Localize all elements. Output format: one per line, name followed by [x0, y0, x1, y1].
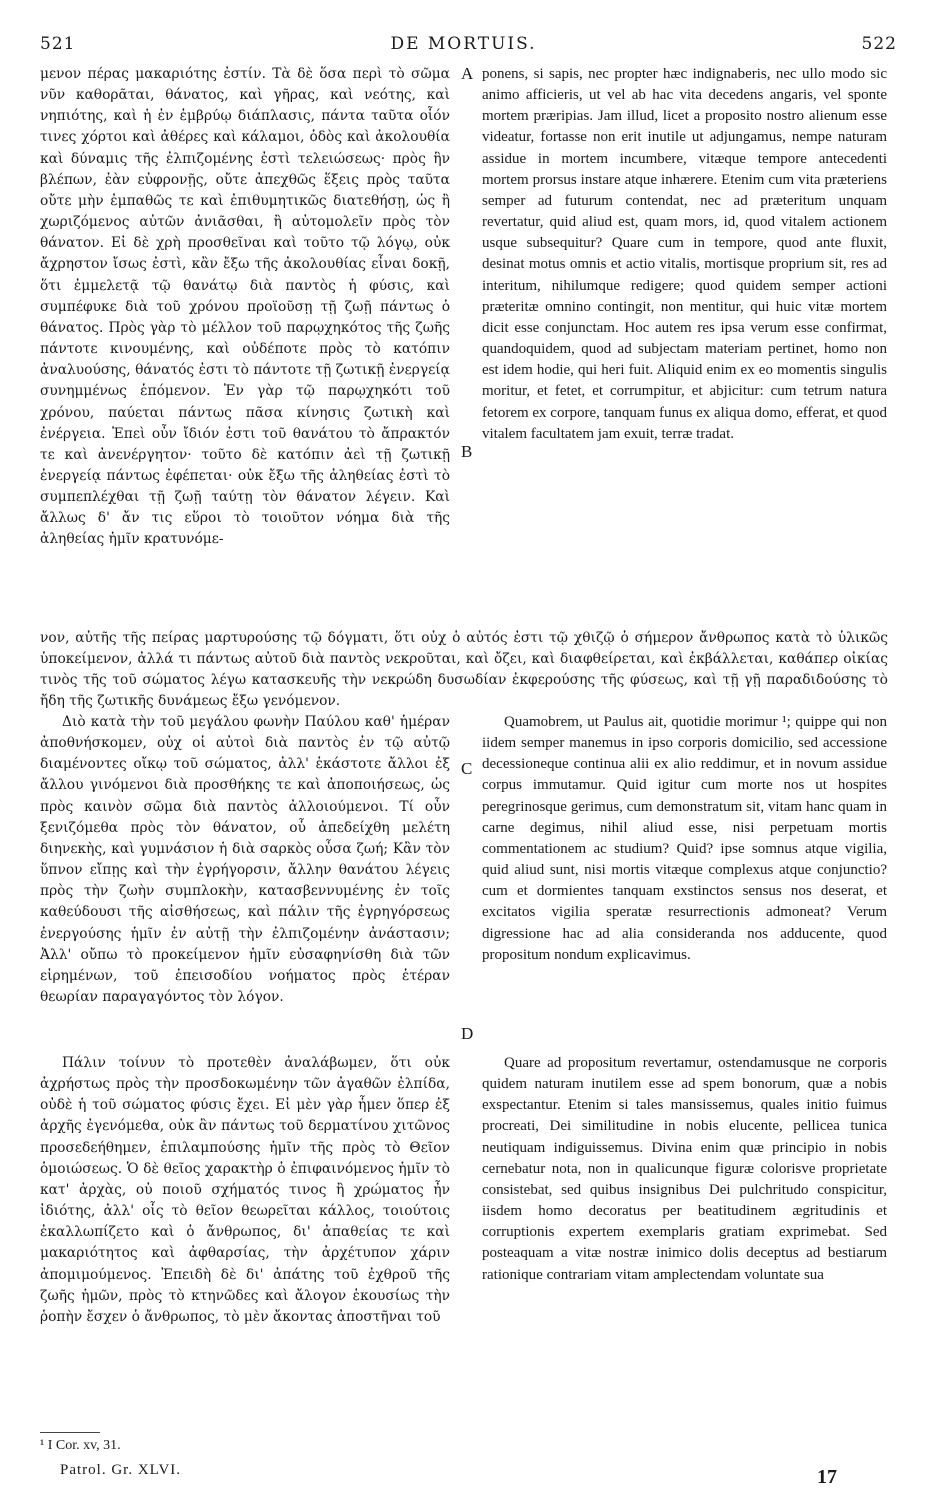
greek-paragraph: νον, αὐτῆς τῆς πείρας μαρτυρούσης τῷ δόγματι, ὅτι οὐχ ὁ αὐτός ἐστι τῷ χθιζῷ ὁ σήμερον ἄνθρωπος κατὰ τὸ ὑλικῶς ὑποκείμενον, ἀλλά τι πάντως αὐτοῦ διὰ παντὸς νεκροῦται, καὶ ὄζει, καὶ διαφθείρεται, καὶ ἐκβάλλεται, καθάπερ οἰκίας τινὸς τῆς τοῦ σώματος λέγω κατασκευῆς τὴν νεκρώδη δυσωδίαν ἐκφερούσης τῆς φύσεως, καὶ τῇ γῇ παραδιδούσης τὸ ἤδη τῆς ζωτικῆς δυνάμεως ἔξω γενόμενον.: [40, 630, 888, 710]
greek-paragraph: μενον πέρας μακαριότης ἐστίν. Τὰ δὲ ὅσα περὶ τὸ σῶμα νῦν καθορᾶται, θάνατος, καὶ γῆρας, καὶ νεότης, καὶ νηπιότης, καὶ ἡ ἐν ἐμβρύῳ διάπλασις, πάντα ταῦτα οἷόν τινες χόρτοι καὶ ἀθέρες καὶ κάλαμοι, ὁδὸς καὶ ἀκολουθία καὶ δύναμις τῆς ἐλπιζομένης ἐστὶ τελειώσεως· πρὸς ἣν βλέπων, ἐὰν εὐφρονῇς, οὔτε ἀπεχθῶς ἕξεις πρὸς ταῦτα οὔτε μὴν ἐμπαθῶς τε καὶ ἐπιθυμητικῶς διατεθήσῃ, ὡς ἢ χωριζόμενος αὐτῶν ἀνιᾶσθαι, ἢ αὐτομολεῖν πρὸς τὸν θάνατον. Εἰ δὲ χρὴ προσθεῖναι καὶ τοῦτο τῷ λόγῳ, οὐκ ἄχρηστον ἴσως ἐστὶ, κἂν ἔξω τῆς ἀκολουθίας εἶναι δοκῇ, ὅτι ἐμμελετᾷ τῷ θανάτῳ διὰ παντὸς ἡ φύσις, καὶ συμπέφυκε διὰ τοῦ χρόνου προϊοῦσῃ τῇ ζωῇ πάντως ὁ θάνατος. Πρὸς γὰρ τὸ μέλλον τοῦ παρῳχηκότος τῆς ζωῆς πάντοτε κινουμένης, καὶ οὐδέποτε πρὸς τὸ κατόπιν ἀναλυούσης, θάνατός ἐστι τὸ πάντοτε τῇ ζωτικῇ ἐνεργείᾳ συνημμένως ἑπόμενον. Ἐν γὰρ τῷ παρῳχηκότι τοῦ χρόνου, παύεται πάντως πᾶσα κίνησις ζωτικὴ καὶ ἐνέργεια. Ἐπεὶ οὖν ἴδιόν ἐστι τοῦ θανάτου τὸ ἄπρακτόν τε καὶ ἀνενέργητον· τοῦτο δὲ κατόπιν ἀεὶ τῇ ζωτικῇ ἐνεργείᾳ πάντως ἐφέπεται· οὐκ ἔξω τῆς ἀληθείας ἐστὶ τὸ συμπεπλέχθαι τῇ ζωῇ ταύτῃ τὸν θάνατον λέγειν. Καὶ ἄλλως δ' ἄν τις εὕροι τὸ τοιοῦτον νόημα διὰ τῆς ἀληθείας ἡμῖν κρατυνόμε-: [40, 66, 450, 548]
latin-text-block-1: [482, 64, 887, 445]
latin-paragraph: Quamobrem, ut Paulus ait, quotidie morimur ¹; quippe qui non iidem semper manemus in ipso corporis domicilio, sed accessione decessioneque continua alii ex alio reddimur, et in novum assidue corpus immutamur. Quid igitur cum morte nos ut hospites peregrinosque gerimus, cum demonstratum sit, vitam hanc quam in carne degimus, nihil aliud esse, nisi perpetuam mortis commentationem ac studium? Quid? ipse somnus atque vigilia, quid aliud sunt, nisi mortis vitæque complexus atque conjunctio? cum et dormientes tanquam exstinctos sensus nos deserat, et excitatos vigilia speratæ resurrectionis admoneat? Verum digressione hac ad alia consideranda nos adducente, quod propositum nondum explicavimus.: [482, 714, 887, 963]
greek-text-block-2: [40, 712, 450, 1008]
running-title: DE MORTUIS.: [390, 34, 537, 54]
latin-paragraph: Quare ad propositum revertamur, ostendamusque ne corporis quidem naturam inutilem esse ad spem bonorum, quæ a nobis exspectantur. Etenim si tales mansissemus, quales initio fuimus procreati, Dei similitudine in nobis elucente, pellicea tunica neutiquam indiguissemus. Divina enim quæ principio in nobis cernebatur nota, non in qualicunque figuræ colorisve proprietate consistebat, sed quibus insignibus Dei pulchritudo conspicitur, iisdem homo decoratus per beatitudinem ægritudinis et corruptionis expertem exemplaris gratiam exprimebat. Sed posteaquam a vitæ nostræ inimico dolis deceptus ad bestiarum rationique contrariam vitam amplectendam voluntate sua: [482, 1055, 887, 1283]
latin-paragraph: ponens, si sapis, nec propter hæc indignaberis, nec ullo modo sic animo afficieris, ut vel ab hac vita decedens angaris, vel sponte mortem præripias. Jam illud, licet a proposito nostro alienum esse videatur, fortasse non erit inutile ut adjungamus, nempe naturam assidue in mortem incumbere, vitæque tempore antecedenti mortem prorsus instare atque inhærere. Etenim cum vita præteriens semper ad futurum contendat, nec ad præteritum unquam revertatur, quid aliud est, quam mors, id, quod vitalem actionem usque subsequitur? Quare cum in tempore, quod ante fluxit, desinat motus omnis et actio vitalis, mortisque proprium sit, res ad interitum, nihilumque redigere; quod quidem semper actioni præteritæ omnino contingit, non mentitur, qui huic vitæ mortem dicit esse conjunctam. Hoc autem res ipsa verum esse confirmat, quandoquidem, quod ad subjectam materiam pertinet, homo non est idem hodie, qui heri fuit. Aliquid enim ex eo momentis singulis moritur, et fetet, et corrumpitur, et abjicitur: cum tetrum natura fetorem ex corpore, tanquam funus ex aliqua domo, efferat, et quod vitalem facultatem jam exuit, terræ tradat.: [482, 66, 887, 442]
margin-marker-a: A: [461, 64, 474, 83]
footnote: ¹ I Cor. xv, 31.: [40, 1438, 121, 1453]
greek-text-block-1: [40, 64, 450, 551]
latin-text-block-2: [482, 712, 887, 966]
page-number-left: 521: [40, 34, 76, 54]
greek-paragraph: Διὸ κατὰ τὴν τοῦ μεγάλου φωνὴν Παύλου καθ' ἡμέραν ἀποθνήσκομεν, οὐχ οἱ αὐτοὶ διὰ παντὸς ἐν τῷ αὐτῷ διαμένοντες οἴκῳ τοῦ σώματος, ἀλλ' ἑκάστοτε ἄλλοι ἐξ ἄλλου γινόμενοι διὰ προσθήκης τε καὶ ἀποποιήσεως, ὡς πρὸς καινὸν σῶμα διὰ παντὸς ἀλλοιούμενοι. Τί οὖν ξενιζόμεθα πρὸς τὸν θάνατον, οὗ ἀπεδείχθη μελέτη διηνεκὴς, καὶ γυμνάσιον ἡ διὰ σαρκὸς οὖσα ζωή; Κἂν τὸν ὕπνον εἴπῃς καὶ τὴν ἐγρήγορσιν, ἄλλην θανάτου λέγεις πρὸς τὴν ζωὴν συμπλοκὴν, κατασβεννυμένης ἐν τοῖς καθεύδουσι τῆς αἰσθήσεως, καὶ πάλιν τῆς ἐγρηγόρσεως ἐνεργούσης ἡμῖν ἐν αὐτῇ τὴν ἐλπιζομένην ἀνάστασιν; Ἀλλ' οὔπω τὸ προκείμενον ἡμῖν εὐσαφηνίσθη διὰ τῶν εἰρημένων, τοῦ ἐπεισοδίου νοήματος πρὸς ἑτέραν θεωρίαν παραγαγόντος τὸν λόγον.: [40, 714, 450, 1006]
series-footer: Patrol. Gr. XLVI.: [60, 1462, 182, 1478]
greek-text-block-3: [40, 1053, 450, 1328]
greek-full-width-block: [40, 628, 888, 713]
margin-marker-b: B: [461, 442, 473, 461]
page-number-right: 522: [861, 34, 897, 54]
signature-mark: 17: [817, 1466, 837, 1488]
margin-marker-d: D: [461, 1024, 474, 1043]
margin-marker-c: C: [461, 759, 473, 778]
footnote-rule: [40, 1432, 100, 1433]
greek-paragraph: Πάλιν τοίνυν τὸ προτεθὲν ἀναλάβωμεν, ὅτι οὐκ ἀχρήστως πρὸς τὴν προσδοκωμένην τῶν ἀγαθῶν ἐλπίδα, οὐδὲ ἡ τοῦ σώματος φύσις ἔχει. Εἰ μὲν γὰρ ἦμεν ὅπερ ἐξ ἀρχῆς ἐγενόμεθα, οὐκ ἂν πάντως τοῦ δερματίνου χιτῶνος προσεδεήθημεν, ἐπιλαμπούσης ἡμῖν τῆς πρὸς τὸ Θεῖον ὁμοιώσεως. Ὁ δὲ θεῖος χαρακτὴρ ὁ ἐπιφαινόμενος ἡμῖν τὸ κατ' ἀρχὰς, οὐ ποιοῦ σχήματός τινος ἢ χρώματος ἦν ἰδιότης, ἀλλ' οἷς τὸ θεῖον θεωρεῖται κάλλος, τοιούτοις ἐκαλλωπίζετο καὶ ὁ ἄνθρωπος, δι' ἀπαθείας τε καὶ μακαριότητος καὶ ἀφθαρσίας, τὴν ἀρχέτυπον χάριν ἀπομιμούμενος. Ἐπειδὴ δὲ δι' ἀπάτης τοῦ ἐχθροῦ τῆς ζωῆς ἡμῶν, πρὸς τὸ κτηνῶδες καὶ ἄλογον ἑκουσίως τὴν ῥοπὴν ἔσχεν ὁ ἄνθρωπος, τὸ μὲν ἄκοντας ἀποστῆναι τοῦ: [40, 1055, 450, 1325]
latin-text-block-3: [482, 1053, 887, 1286]
